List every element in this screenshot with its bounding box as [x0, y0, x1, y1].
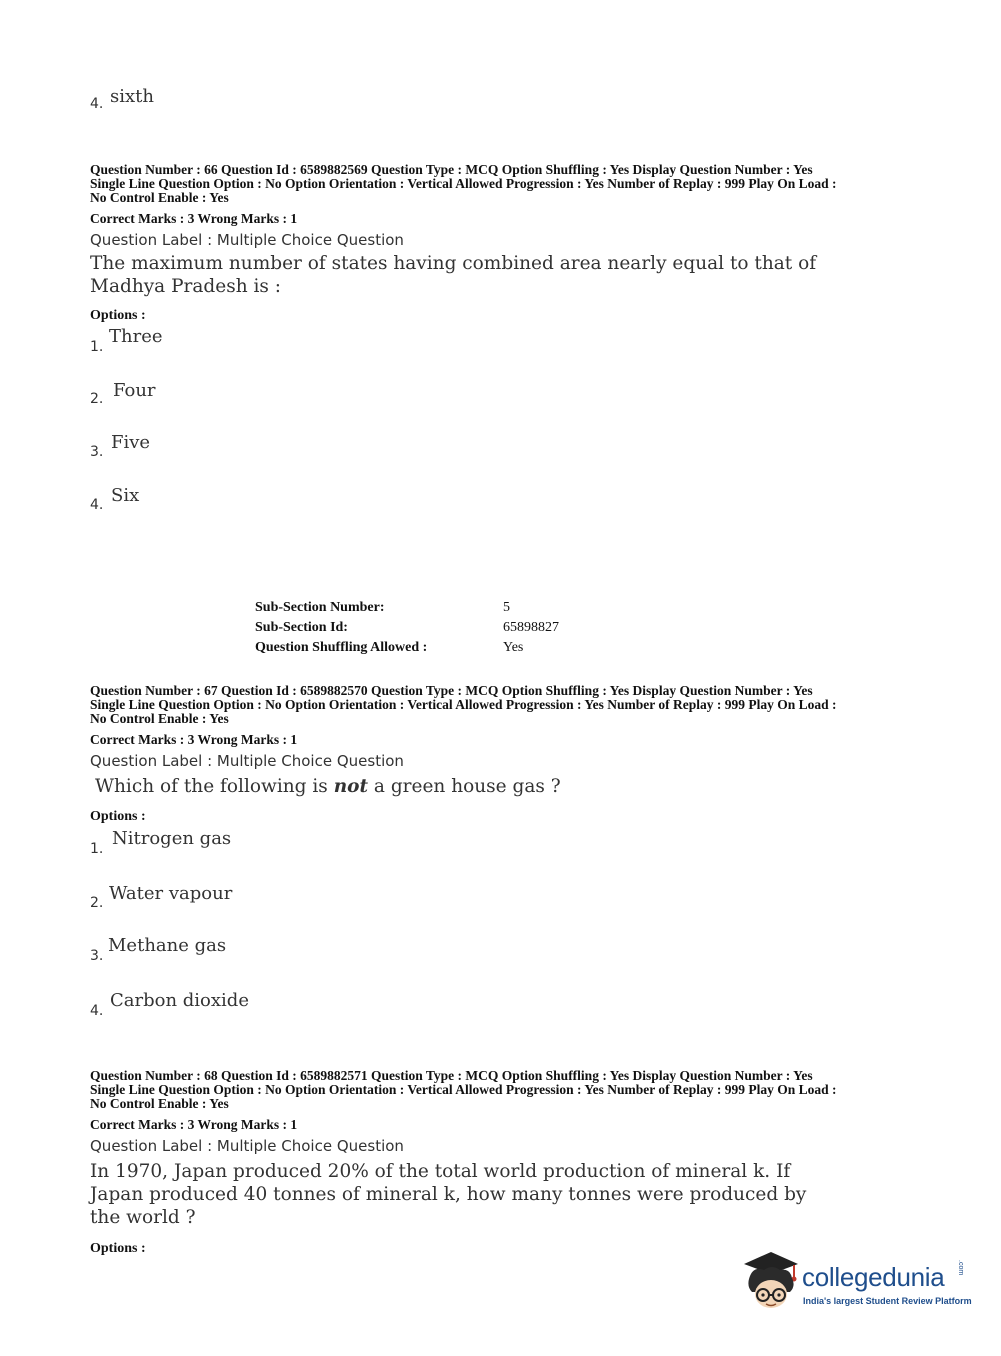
- q66-option-1[interactable]: Three: [109, 326, 163, 347]
- q68-meta-line1: Question Number : 68 Question Id : 6589882571 Question Type : MCQ Option Shuffling : Yes Display Question Number : Yes: [90, 1068, 813, 1083]
- option-number: 4.: [90, 96, 104, 112]
- q66-meta-line2: Single Line Question Option : No Option Orientation : Vertical Allowed Progression : Yes Number of Replay : 999 Play On Load :: [90, 176, 837, 191]
- q66-marks: Correct Marks : 3 Wrong Marks : 1: [90, 211, 298, 226]
- q67-option-1[interactable]: Nitrogen gas: [112, 828, 232, 849]
- q66-option-4-number: 4.: [90, 497, 104, 513]
- q66-question-line1: The maximum number of states having combined area nearly equal to that of: [90, 253, 817, 274]
- q68-label: Question Label : Multiple Choice Question: [90, 1137, 404, 1155]
- q67-marks: Correct Marks : 3 Wrong Marks : 1: [90, 732, 298, 747]
- subsection-id-value: 65898827: [503, 620, 559, 635]
- logo-dotcom: .com: [957, 1260, 964, 1276]
- q68-marks: Correct Marks : 3 Wrong Marks : 1: [90, 1117, 298, 1132]
- subsection-shuffle-label: Question Shuffling Allowed :: [255, 640, 428, 655]
- collegedunia-logo: [742, 1250, 972, 1320]
- q67-options-heading: Options :: [90, 809, 146, 824]
- q68-question-line2: Japan produced 40 tonnes of mineral k, how many tonnes were produced by: [90, 1184, 807, 1205]
- q67-meta-line2: Single Line Question Option : No Option Orientation : Vertical Allowed Progression : Yes Number of Replay : 999 Play On Load :: [90, 697, 837, 712]
- subsection-number-value: 5: [503, 600, 510, 615]
- q67-meta-line3: No Control Enable : Yes: [90, 711, 229, 726]
- q66-option-4[interactable]: Six: [111, 485, 140, 506]
- logo-tagline: India's largest Student Review Platform: [803, 1296, 972, 1306]
- q66-option-1-number: 1.: [90, 339, 104, 355]
- subsection-id-label: Sub-Section Id:: [255, 620, 348, 635]
- q67-option-4[interactable]: Carbon dioxide: [110, 990, 249, 1011]
- q68-question-line1: In 1970, Japan produced 20% of the total world production of mineral k. If: [90, 1161, 791, 1182]
- q66-option-2[interactable]: Four: [113, 380, 156, 401]
- q67-question: Which of the following is not a green house gas ?: [95, 776, 561, 797]
- q67-option-1-number: 1.: [90, 841, 104, 857]
- q66-question-line2: Madhya Pradesh is :: [90, 276, 282, 297]
- q66-option-2-number: 2.: [90, 391, 104, 407]
- q66-label: Question Label : Multiple Choice Question: [90, 231, 404, 249]
- q66-option-3[interactable]: Five: [111, 432, 151, 453]
- q67-option-2[interactable]: Water vapour: [109, 883, 233, 904]
- q67-option-3[interactable]: Methane gas: [108, 935, 227, 956]
- q68-meta-line3: No Control Enable : Yes: [90, 1096, 229, 1111]
- q67-meta-line1: Question Number : 67 Question Id : 6589882570 Question Type : MCQ Option Shuffling : Yes Display Question Number : Yes: [90, 683, 813, 698]
- q66-option-3-number: 3.: [90, 444, 104, 460]
- q66-meta-line1: Question Number : 66 Question Id : 6589882569 Question Type : MCQ Option Shuffling : Yes Display Question Number : Yes: [90, 162, 813, 177]
- q67-option-3-number: 3.: [90, 948, 104, 964]
- q68-options-heading: Options :: [90, 1241, 146, 1256]
- q66-options-heading: Options :: [90, 308, 146, 323]
- logo-brand-name: collegedunia: [802, 1262, 945, 1292]
- q67-label: Question Label : Multiple Choice Question: [90, 752, 404, 770]
- q67-option-4-number: 4.: [90, 1003, 104, 1019]
- subsection-number-label: Sub-Section Number:: [255, 600, 385, 615]
- subsection-shuffle-value: Yes: [503, 640, 524, 655]
- q67-option-2-number: 2.: [90, 895, 104, 911]
- q68-question-line3: the world ?: [90, 1207, 196, 1228]
- mascot-icon: [742, 1250, 800, 1318]
- q66-meta-line3: No Control Enable : Yes: [90, 190, 229, 205]
- q68-meta-line2: Single Line Question Option : No Option Orientation : Vertical Allowed Progression : Yes Number of Replay : 999 Play On Load :: [90, 1082, 837, 1097]
- option-text: sixth: [110, 86, 154, 107]
